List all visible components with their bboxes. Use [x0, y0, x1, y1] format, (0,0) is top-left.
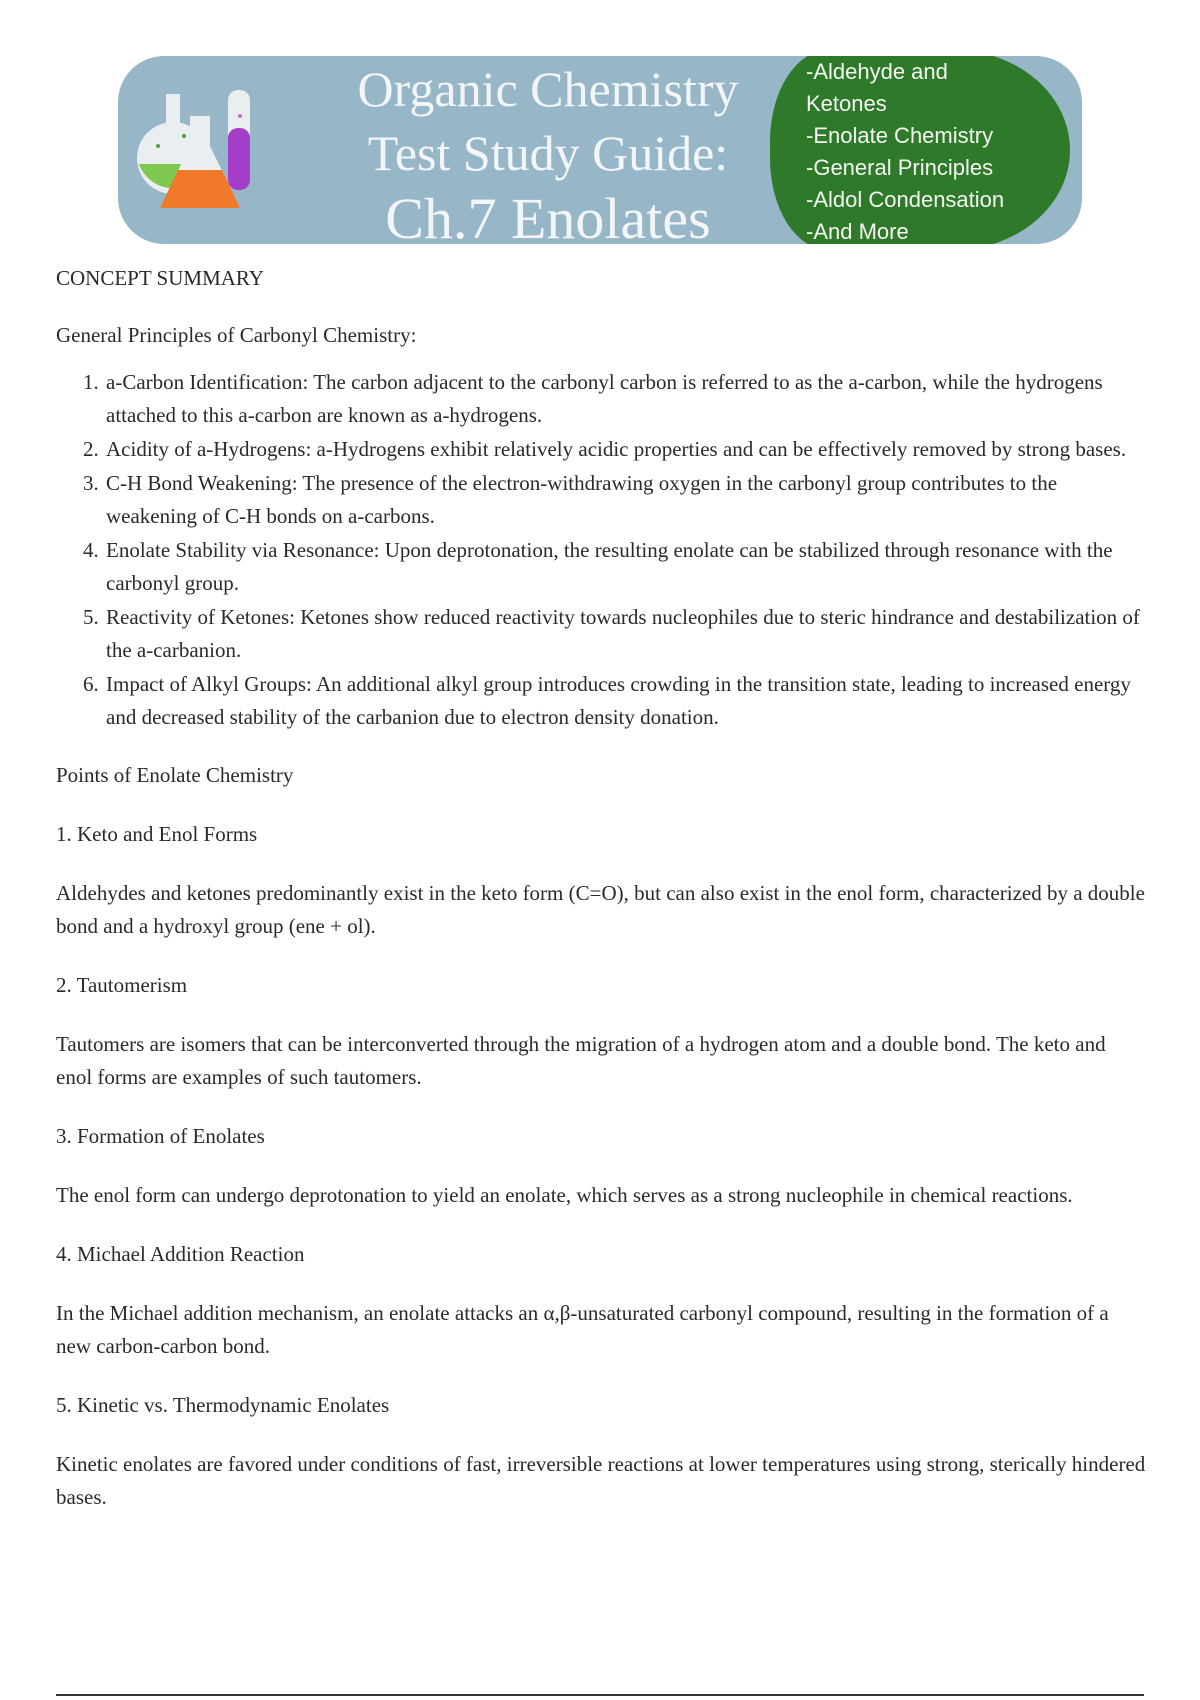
- section-title: 2. Tautomerism: [56, 973, 188, 997]
- banner-title: [318, 58, 778, 244]
- concept-summary-heading: CONCEPT SUMMARY: [56, 266, 264, 290]
- title-line-3: Ch.7 Enolates: [385, 186, 711, 244]
- bubble: [156, 144, 160, 148]
- title-line-2: Test Study Guide:: [367, 125, 729, 181]
- section-body: In the Michael addition mechanism, an enolate attacks an α,β-unsaturated carbonyl compound, resulting in the formation of a new carbon-carbon bond.: [56, 1301, 1109, 1358]
- section-body: The enol form can undergo deprotonation to yield an enolate, which serves as a strong nucleophile in chemical reactions.: [56, 1183, 1073, 1207]
- principle-item: 5. Reactivity of Ketones: Ketones show reduced reactivity towards nucleophiles due to steric hindrance and destabilization of the a-carbanion.: [104, 601, 1146, 667]
- section-title: 1. Keto and Enol Forms: [56, 822, 258, 846]
- enolate-points-heading: Points of Enolate Chemistry: [56, 763, 294, 787]
- topic-item: -And More: [806, 219, 909, 244]
- principles-list: [56, 366, 1146, 734]
- tube-liquid-purple: [228, 128, 250, 190]
- title-line-1: Organic Chemistry: [357, 61, 739, 117]
- principle-item: 2. Acidity of a-Hydrogens: a-Hydrogens exhibit relatively acidic properties and can be effectively removed by strong bases.: [104, 433, 1146, 466]
- document-body: [56, 262, 1146, 1514]
- section-title: 4. Michael Addition Reaction: [56, 1242, 305, 1266]
- header-banner: [118, 56, 1082, 244]
- topic-item: -Enolate Chemistry: [806, 123, 994, 148]
- chemistry-flasks-icon: [128, 86, 268, 216]
- section-body: Kinetic enolates are favored under conditions of fast, irreversible reactions at lower temperatures using strong, sterically hindered bases.: [56, 1452, 1146, 1509]
- section-body: Aldehydes and ketones predominantly exist in the keto form (C=O), but can also exist in the enol form, characterized by a double bond and a hydroxyl group (ene + ol).: [56, 881, 1145, 938]
- principle-item: 4. Enolate Stability via Resonance: Upon deprotonation, the resulting enolate can be stabilized through resonance with the carbonyl group.: [104, 534, 1146, 600]
- topic-item: -Aldehyde and: [806, 59, 948, 84]
- section-body: Tautomers are isomers that can be interconverted through the migration of a hydrogen atom and a double bond. The keto and enol forms are examples of such tautomers.: [56, 1032, 1106, 1089]
- topic-item: Ketones: [806, 91, 887, 116]
- principle-item: 3. C-H Bond Weakening: The presence of the electron-withdrawing oxygen in the carbonyl group contributes to the weakening of C-H bonds on a-carbons.: [104, 467, 1146, 533]
- bubble: [182, 134, 186, 138]
- footer-divider: [56, 1694, 1144, 1696]
- topic-item: -Aldol Condensation: [806, 187, 1005, 212]
- principle-item: 1. a-Carbon Identification: The carbon adjacent to the carbonyl carbon is referred to as the a-carbon, while the hydrogens attached to this a-carbon are known as a-hydrogens.: [104, 366, 1146, 432]
- principles-heading: General Principles of Carbonyl Chemistry:: [56, 323, 417, 347]
- section-title: 3. Formation of Enolates: [56, 1124, 265, 1148]
- bubble: [238, 114, 242, 118]
- principle-item: 6. Impact of Alkyl Groups: An additional alkyl group introduces crowding in the transition state, leading to increased energy and decreased stability of the carbanion due to electron density donation.: [104, 668, 1146, 734]
- topic-item: -General Principles: [806, 155, 994, 180]
- section-title: 5. Kinetic vs. Thermodynamic Enolates: [56, 1393, 390, 1417]
- topics-list: [806, 56, 1004, 244]
